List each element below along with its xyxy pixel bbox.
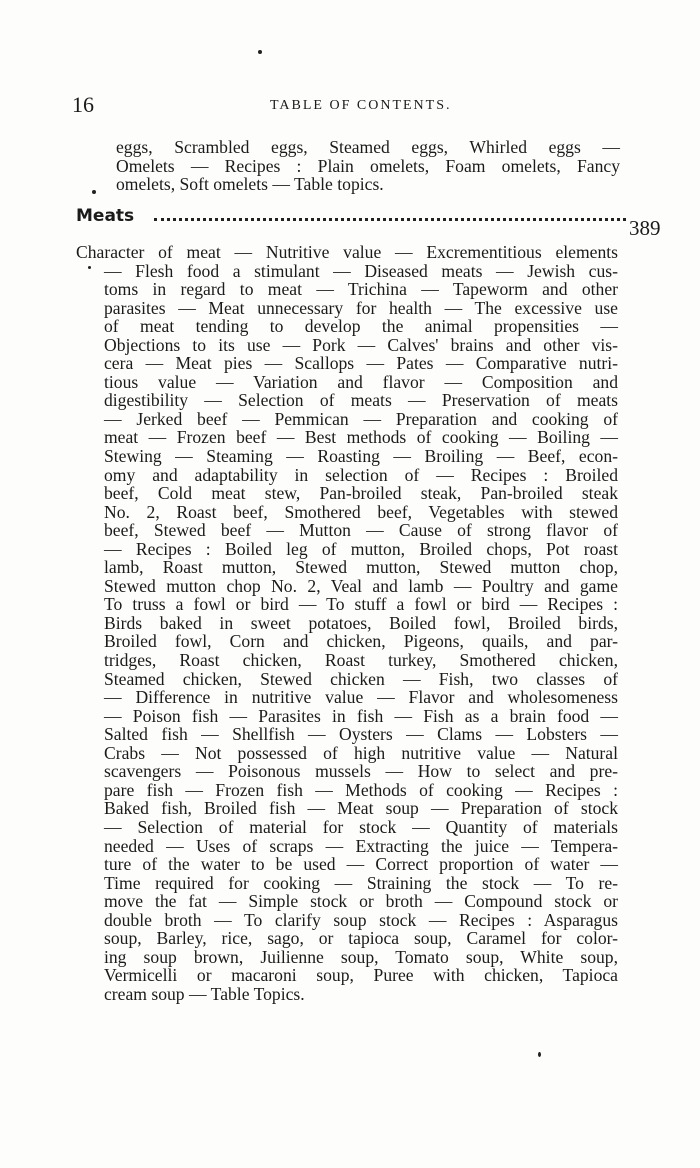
toc-entry-meats: [76, 206, 661, 240]
text-line: double broth — To clarify soup stock — Recipes : Asparagus: [104, 909, 618, 930]
text-line: eggs, Scrambled eggs, Steamed eggs, Whirled eggs —: [116, 137, 620, 157]
text-line: beef, Cold meat stew, Pan-broiled steak, Pan-broiled steak: [104, 483, 618, 504]
text-line: Character of meat — Nutritive value — Excrementitious elements: [76, 242, 618, 262]
text-line: ing soup brown, Juilienne soup, Tomato soup, White soup,: [104, 946, 618, 967]
text-line: beef, Stewed beef — Mutton — Cause of strong flavor of: [104, 520, 618, 541]
text-line: soup, Barley, rice, sago, or tapioca soup, Caramel for color-: [104, 928, 618, 949]
section-page-number: 389: [629, 216, 661, 240]
text-line: omy and adaptability in selection of — Recipes : Broiled: [104, 464, 618, 485]
ink-speck: [92, 190, 96, 194]
text-line: Birds baked in sweet potatoes, Boiled fowl, Broiled birds,: [104, 612, 618, 633]
previous-section-text: [116, 138, 620, 194]
text-line: To truss a fowl or bird — To stuff a fowl or bird — Recipes :: [104, 594, 618, 615]
text-line: Steamed chicken, Stewed chicken — Fish, two classes of: [104, 668, 618, 689]
text-line: Baked fish, Broiled fish — Meat soup — Preparation of stock: [104, 798, 618, 819]
ink-speck: [538, 1052, 541, 1057]
text-line: needed — Uses of scraps — Extracting the juice — Tempera-: [104, 835, 618, 856]
section-title: Meats: [76, 206, 135, 226]
text-line: — Flesh food a stimulant — Diseased meats — Jewish cus-: [104, 260, 618, 281]
text-line: No. 2, Roast beef, Smothered beef, Vegetables with stewed: [104, 501, 618, 522]
text-line: Stewed mutton chop No. 2, Veal and lamb — Poultry and game: [104, 575, 618, 596]
text-line: Time required for cooking — Straining the stock — To re-: [104, 872, 618, 893]
text-line: digestibility — Selection of meats — Preservation of meats: [104, 390, 618, 411]
running-head: TABLE OF CONTENTS.: [270, 98, 452, 113]
dot-leader: [154, 218, 626, 221]
text-line: Stewing — Steaming — Roasting — Broiling — Beef, econ-: [104, 446, 618, 467]
text-line: Vermicelli or macaroni soup, Puree with chicken, Tapioca: [104, 965, 618, 986]
text-line: Omelets — Recipes : Plain omelets, Foam omelets, Fancy: [116, 155, 620, 176]
text-line: tridges, Roast chicken, Roast turkey, Smothered chicken,: [104, 650, 618, 671]
text-line: — Jerked beef — Pemmican — Preparation and cooking of: [104, 408, 618, 429]
page-number: 16: [72, 92, 94, 117]
text-line: Objections to its use — Pork — Calves' brains and other vis-: [104, 334, 618, 355]
text-line: Salted fish — Shellfish — Oysters — Clams — Lobsters —: [104, 724, 618, 745]
text-line: move the fat — Simple stock or broth — Compound stock or: [104, 891, 618, 912]
text-line: toms in regard to meat — Trichina — Tapeworm and other: [104, 279, 618, 300]
text-line: Broiled fowl, Corn and chicken, Pigeons, quails, and par-: [104, 631, 618, 652]
text-line: meat — Frozen beef — Best methods of cooking — Boiling —: [104, 427, 618, 448]
text-line: lamb, Roast mutton, Stewed mutton, Stewed mutton chop,: [104, 557, 618, 578]
text-line: — Poison fish — Parasites in fish — Fish as a brain food —: [104, 705, 618, 726]
page-header: [0, 92, 700, 122]
text-line: pare fish — Frozen fish — Methods of cooking — Recipes :: [104, 779, 618, 800]
text-line: scavengers — Poisonous mussels — How to select and pre-: [104, 761, 618, 782]
ink-speck: [258, 50, 262, 54]
text-line: cream soup — Table Topics.: [104, 983, 305, 1004]
text-line: tious value — Variation and flavor — Composition and: [104, 371, 618, 392]
text-line: omelets, Soft omelets — Table topics.: [116, 174, 384, 195]
text-line: of meat tending to develop the animal propensities —: [104, 316, 618, 337]
text-line: — Selection of material for stock — Quantity of materials: [104, 816, 618, 837]
text-line: ture of the water to be used — Correct proportion of water —: [104, 854, 618, 875]
text-line: — Difference in nutritive value — Flavor and wholesomeness: [104, 687, 618, 708]
text-line: — Recipes : Boiled leg of mutton, Broiled chops, Pot roast: [104, 538, 618, 559]
section-description: [76, 243, 618, 1003]
text-line: parasites — Meat unnecessary for health — The excessive use: [104, 297, 618, 318]
text-line: Crabs — Not possessed of high nutritive value — Natural: [104, 742, 618, 763]
text-line: cera — Meat pies — Scallops — Pates — Comparative nutri-: [104, 353, 618, 374]
